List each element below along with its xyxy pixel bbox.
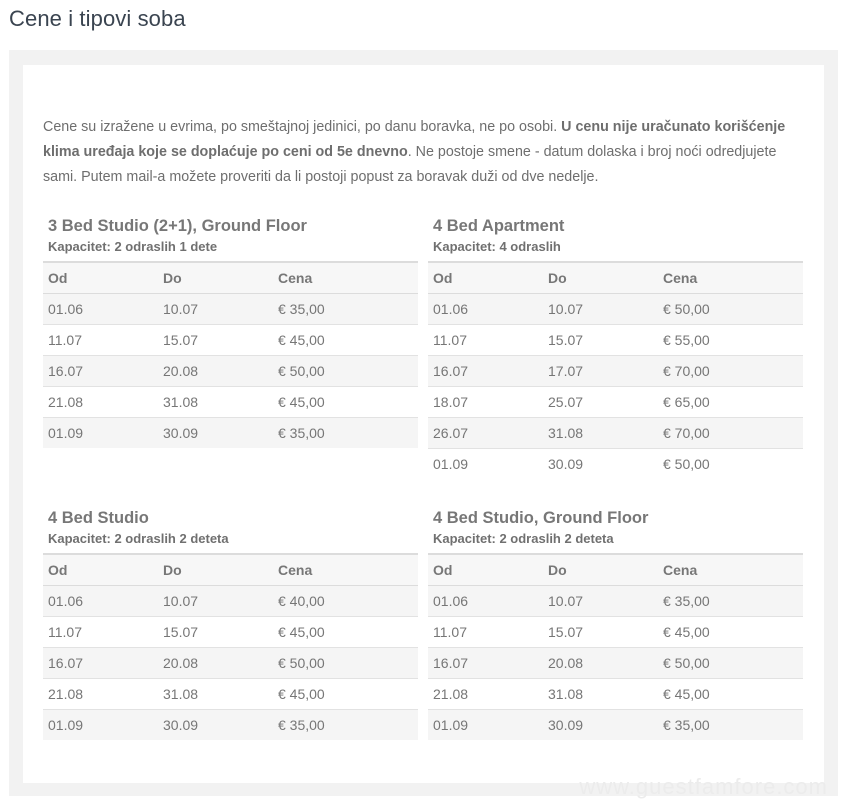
table-row xyxy=(43,678,418,709)
cell-od: 01.06 xyxy=(43,585,158,616)
room-title: 4 Bed Studio xyxy=(48,509,149,527)
column-header-cena: Cena xyxy=(273,554,418,585)
room-title: 4 Bed Apartment xyxy=(433,217,565,235)
cell-cena: € 45,00 xyxy=(273,678,418,709)
table-row xyxy=(43,293,418,324)
table-row xyxy=(43,709,418,740)
table-row xyxy=(428,448,803,479)
cell-do: 15.07 xyxy=(158,324,273,355)
room-capacity: Kapacitet: 2 odraslih 2 deteta xyxy=(433,531,614,546)
room-block-4-bed-apartment xyxy=(428,215,803,479)
cell-cena: € 35,00 xyxy=(658,709,803,740)
watermark: www.guestfamfore.com xyxy=(579,774,828,799)
cell-od: 01.09 xyxy=(428,709,543,740)
table-row xyxy=(43,386,418,417)
table-row xyxy=(428,417,803,448)
column-header-do: Do xyxy=(543,554,658,585)
table-row xyxy=(43,585,418,616)
cell-do: 15.07 xyxy=(543,324,658,355)
column-header-od: Od xyxy=(428,554,543,585)
table-row xyxy=(43,616,418,647)
intro-bold-text: U cenu nije uračunato korišćenje klima uređaja koje se doplaćuje po ceni od 5e dnevno xyxy=(43,119,786,160)
column-header-od: Od xyxy=(428,262,543,293)
table-row xyxy=(428,647,803,678)
cell-do: 15.07 xyxy=(158,616,273,647)
cell-od: 01.09 xyxy=(43,417,158,448)
room-capacity: Kapacitet: 2 odraslih 2 deteta xyxy=(48,531,229,546)
cell-do: 10.07 xyxy=(543,293,658,324)
cell-do: 10.07 xyxy=(158,585,273,616)
cell-od: 21.08 xyxy=(428,678,543,709)
cell-cena: € 35,00 xyxy=(273,709,418,740)
cell-od: 11.07 xyxy=(428,616,543,647)
cell-od: 21.08 xyxy=(43,678,158,709)
cell-cena: € 50,00 xyxy=(658,647,803,678)
cell-od: 16.07 xyxy=(428,355,543,386)
cell-od: 01.09 xyxy=(433,455,469,472)
cell-cena: € 40,00 xyxy=(273,585,418,616)
cell-od: 11.07 xyxy=(43,616,158,647)
room-block-3-bed-studio xyxy=(43,215,418,448)
column-header-od: Od xyxy=(43,554,158,585)
cell-od: 11.07 xyxy=(43,324,158,355)
cell-od: 01.09 xyxy=(43,709,158,740)
cell-do: 31.08 xyxy=(158,678,273,709)
room-title: 3 Bed Studio (2+1), Ground Floor xyxy=(48,217,307,235)
cell-od: 21.08 xyxy=(43,386,158,417)
room-capacity: Kapacitet: 4 odraslih xyxy=(433,239,561,254)
cell-do: 15.07 xyxy=(543,616,658,647)
cell-od: 16.07 xyxy=(428,647,543,678)
cell-cena: € 70,00 xyxy=(658,355,803,386)
pricing-card xyxy=(23,65,824,783)
cell-cena: € 50,00 xyxy=(273,647,418,678)
cell-cena: € 55,00 xyxy=(658,324,803,355)
cell-cena: € 50,00 xyxy=(658,293,803,324)
cell-cena: € 45,00 xyxy=(273,386,418,417)
cell-do: 10.07 xyxy=(158,293,273,324)
column-header-do: Do xyxy=(158,262,273,293)
room-block-4-bed-studio-ground-floor xyxy=(428,507,803,740)
table-row xyxy=(428,293,803,324)
cell-od: 26.07 xyxy=(428,417,543,448)
table-row xyxy=(428,324,803,355)
cell-do: 31.08 xyxy=(543,417,658,448)
room-capacity: Kapacitet: 2 odraslih 1 dete xyxy=(48,239,218,254)
cell-do: 30.09 xyxy=(543,709,658,740)
cell-do: 30.09 xyxy=(158,709,273,740)
table-row xyxy=(428,678,803,709)
column-header-cena: Cena xyxy=(658,262,803,293)
intro-text-1: Cene su izražene u evrima, po smeštajnoj jedinici, po danu boravka, ne po osobi. xyxy=(43,119,562,135)
cell-cena: € 35,00 xyxy=(273,417,418,448)
table-header-row xyxy=(428,262,803,293)
cell-do: 30.09 xyxy=(158,417,273,448)
column-header-do: Do xyxy=(543,262,658,293)
table-header-row xyxy=(428,554,803,585)
column-header-od: Od xyxy=(43,262,158,293)
table-row xyxy=(428,585,803,616)
cell-cena: € 45,00 xyxy=(273,324,418,355)
column-header-cena: Cena xyxy=(273,262,418,293)
cell-cena: € 35,00 xyxy=(658,585,803,616)
cell-do: 10.07 xyxy=(543,585,658,616)
cell-cena: € 45,00 xyxy=(658,616,803,647)
cell-cena: € 45,00 xyxy=(658,678,803,709)
column-header-cena: Cena xyxy=(658,554,803,585)
cell-od: 01.06 xyxy=(428,585,543,616)
price-table xyxy=(428,261,803,479)
cell-od: 18.07 xyxy=(428,386,543,417)
table-header-row xyxy=(43,554,418,585)
cell-od: 16.07 xyxy=(43,355,158,386)
cell-do: 20.08 xyxy=(543,647,658,678)
cell-do: 20.08 xyxy=(158,647,273,678)
column-header-do: Do xyxy=(158,554,273,585)
price-table xyxy=(428,553,803,740)
room-title: 4 Bed Studio, Ground Floor xyxy=(433,509,649,527)
table-header-row xyxy=(43,262,418,293)
cell-cena: € 65,00 xyxy=(658,386,803,417)
intro-paragraph xyxy=(43,115,813,190)
table-row xyxy=(43,324,418,355)
intro-text-2: . Ne postoje smene - datum dolaska i broj noći odredjujete sami. Putem mail-a možete proveriti da li postoji popust za boravak duži od dve nedelje. xyxy=(43,144,777,185)
price-table xyxy=(43,553,418,740)
cell-od: 01.06 xyxy=(43,293,158,324)
cell-do: 30.09 xyxy=(548,455,584,472)
table-row xyxy=(43,417,418,448)
cell-cena: € 70,00 xyxy=(658,417,803,448)
cell-od: 11.07 xyxy=(428,324,543,355)
cell-do: 31.08 xyxy=(158,386,273,417)
content-frame xyxy=(9,50,838,796)
table-row xyxy=(43,355,418,386)
cell-od: 01.06 xyxy=(428,293,543,324)
table-row xyxy=(428,355,803,386)
room-block-4-bed-studio xyxy=(43,507,418,740)
cell-cena: € 45,00 xyxy=(273,616,418,647)
table-row xyxy=(43,647,418,678)
page-title: Cene i tipovi soba xyxy=(9,6,186,31)
cell-do: 31.08 xyxy=(543,678,658,709)
cell-cena: € 35,00 xyxy=(273,293,418,324)
cell-od: 16.07 xyxy=(43,647,158,678)
table-row xyxy=(428,709,803,740)
cell-do: 17.07 xyxy=(543,355,658,386)
price-table xyxy=(43,261,418,448)
cell-do: 20.08 xyxy=(158,355,273,386)
cell-cena: € 50,00 xyxy=(273,355,418,386)
cell-do: 25.07 xyxy=(543,386,658,417)
table-row xyxy=(428,616,803,647)
cell-cena: € 50,00 xyxy=(663,455,710,472)
table-row xyxy=(428,386,803,417)
